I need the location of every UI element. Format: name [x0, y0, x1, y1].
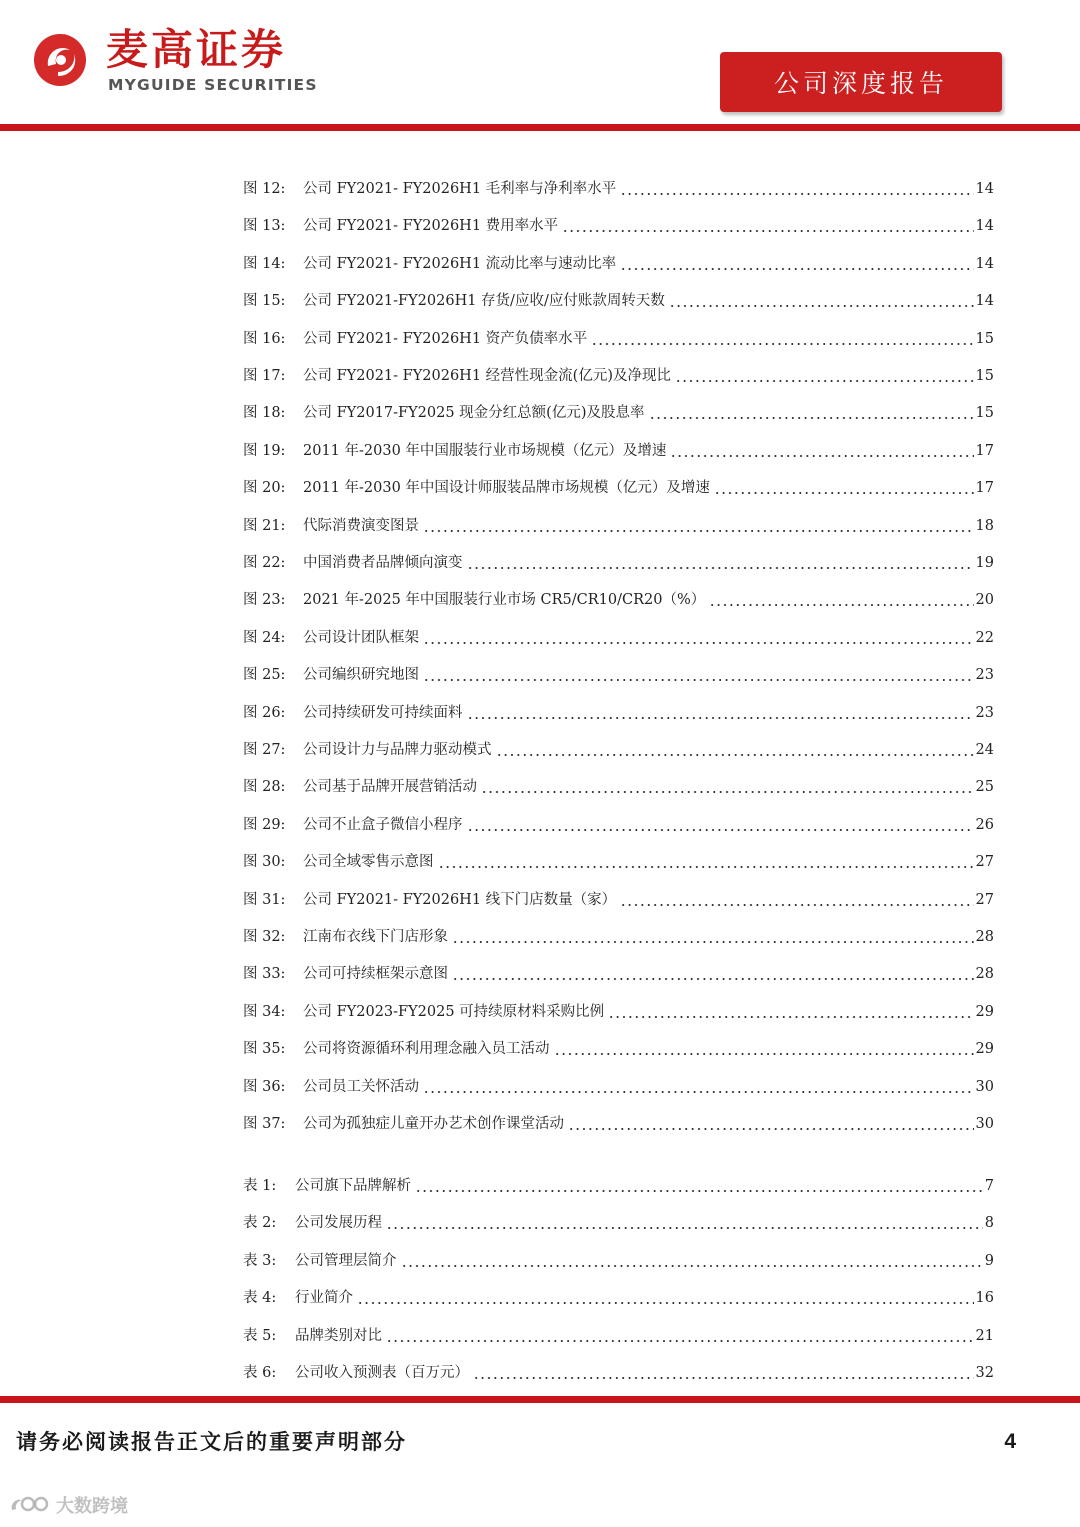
entry-page: 32	[975, 1365, 994, 1381]
entry-number: 图 36:	[243, 1078, 286, 1095]
entry-title: 公司发展历程	[295, 1215, 382, 1232]
figure-index-row[interactable]	[243, 588, 994, 612]
footer-divider	[0, 1396, 1080, 1403]
dot-leader	[423, 530, 974, 532]
dot-leader	[423, 1091, 974, 1093]
dot-leader	[467, 717, 974, 719]
entry-number: 图 34:	[243, 1003, 286, 1020]
entry-number: 图 33:	[243, 966, 286, 983]
entry-title: 公司将资源循环利用理念融入员工活动	[303, 1041, 550, 1058]
dot-leader	[675, 380, 974, 382]
entry-page: 15	[975, 330, 994, 347]
entry-number: 图 17:	[243, 368, 286, 384]
entry-page: 19	[975, 555, 994, 571]
entry-page: 14	[975, 218, 994, 235]
figure-index-row[interactable]	[243, 813, 994, 837]
entry-number: 图 15:	[243, 293, 286, 310]
dot-leader	[481, 791, 974, 793]
figure-index-row[interactable]	[243, 925, 994, 949]
entry-title: 公司 FY2023-FY2025 可持续原材料采购比例	[303, 1003, 605, 1020]
dot-leader	[467, 567, 974, 569]
figure-index-row[interactable]	[243, 177, 994, 201]
figure-index-row[interactable]	[243, 214, 994, 238]
entry-page: 15	[975, 405, 994, 422]
figure-index-row[interactable]	[243, 1037, 994, 1061]
entry-number: 图 27:	[243, 742, 286, 758]
entry-title: 行业简介	[295, 1290, 353, 1307]
figure-index-row[interactable]	[243, 1000, 994, 1024]
entry-number: 图 32:	[243, 929, 286, 945]
entry-title: 公司 FY2021- FY2026H1 经营性现金流(亿元)及净现比	[303, 368, 671, 384]
entry-page: 17	[975, 442, 994, 459]
dot-leader	[423, 642, 974, 644]
entry-title: 中国消费者品牌倾向演变	[303, 555, 463, 571]
entry-page: 28	[975, 929, 994, 945]
entry-number: 图 23:	[243, 592, 286, 609]
entry-number: 图 25:	[243, 667, 286, 684]
dot-leader	[714, 492, 974, 494]
figure-index-row[interactable]	[243, 888, 994, 912]
entry-page: 23	[975, 667, 994, 684]
entry-page: 8	[984, 1215, 994, 1232]
entry-number: 表 6:	[243, 1365, 277, 1381]
dot-leader	[357, 1302, 974, 1304]
entry-page: 29	[975, 1003, 994, 1020]
figure-index-row[interactable]	[243, 514, 994, 538]
dot-leader	[554, 1053, 974, 1055]
entry-title: 公司设计团队框架	[303, 629, 419, 646]
dot-leader	[415, 1190, 983, 1192]
entry-title: 公司基于品牌开展营销活动	[303, 779, 477, 796]
entry-number: 图 14:	[243, 255, 286, 272]
entry-page: 27	[975, 854, 994, 871]
page-number: 4	[1004, 1430, 1016, 1453]
entry-title: 公司 FY2021- FY2026H1 资产负债率水平	[303, 330, 588, 347]
entry-title: 品牌类别对比	[295, 1327, 382, 1344]
entry-number: 图 22:	[243, 555, 286, 571]
dot-leader	[649, 417, 974, 419]
dot-leader	[620, 193, 973, 195]
dot-leader	[620, 904, 973, 906]
entry-page: 20	[975, 592, 994, 609]
entry-number: 图 24:	[243, 629, 286, 646]
entry-title: 公司员工关怀活动	[303, 1078, 419, 1095]
entry-page: 14	[975, 255, 994, 272]
figure-index-row[interactable]	[243, 1075, 994, 1099]
figure-index-row[interactable]	[243, 775, 994, 799]
entry-page: 29	[975, 1041, 994, 1058]
entry-number: 表 1:	[243, 1178, 277, 1194]
entry-title: 公司管理层简介	[295, 1252, 397, 1269]
entry-title: 公司设计力与品牌力驱动模式	[303, 742, 492, 758]
entry-title: 2011 年-2030 年中国服装行业市场规模（亿元）及增速	[303, 442, 667, 459]
dot-leader	[562, 230, 973, 232]
entry-page: 25	[975, 779, 994, 796]
entry-page: 26	[975, 816, 994, 833]
header-divider	[0, 124, 1080, 131]
dot-leader	[386, 1340, 974, 1342]
entry-title: 公司旗下品牌解析	[295, 1178, 411, 1194]
entry-title: 公司收入预测表（百万元）	[295, 1365, 469, 1381]
watermark-text: 大数跨境	[56, 1496, 128, 1517]
entry-page: 30	[975, 1116, 994, 1132]
entry-title: 公司 FY2021- FY2026H1 流动比率与速动比率	[303, 255, 617, 272]
entry-page: 16	[975, 1290, 994, 1307]
page-header	[0, 0, 1080, 132]
watermark-logo-icon	[8, 1494, 52, 1516]
entry-page: 17	[975, 480, 994, 497]
entry-page: 30	[975, 1078, 994, 1095]
entry-number: 图 28:	[243, 779, 286, 796]
brand-name-cn: 麦高证券	[106, 25, 287, 74]
entry-page: 22	[975, 629, 994, 646]
entry-page: 21	[975, 1327, 994, 1344]
figure-index-row[interactable]	[243, 252, 994, 276]
figure-index-row[interactable]	[243, 364, 994, 388]
entry-number: 图 18:	[243, 405, 286, 422]
dot-leader	[467, 829, 974, 831]
entry-number: 图 20:	[243, 480, 286, 497]
entry-page: 14	[975, 293, 994, 310]
entry-title: 公司 FY2017-FY2025 现金分红总额(亿元)及股息率	[303, 405, 645, 422]
entry-title: 公司 FY2021- FY2026H1 毛利率与净利率水平	[303, 181, 617, 197]
footer-disclaimer: 请务必阅读报告正文后的重要声明部分	[16, 1429, 407, 1454]
entry-number: 图 26:	[243, 704, 286, 721]
entry-title: 公司可持续框架示意图	[303, 966, 448, 983]
entry-number: 图 37:	[243, 1116, 286, 1132]
entry-page: 23	[975, 704, 994, 721]
dot-leader	[423, 679, 974, 681]
table-index-row[interactable]	[243, 1361, 994, 1385]
figure-index-row[interactable]	[243, 962, 994, 986]
figure-index-row[interactable]	[243, 738, 994, 762]
entry-title: 江南布衣线下门店形象	[303, 929, 448, 945]
entry-title: 公司 FY2021- FY2026H1 费用率水平	[303, 218, 559, 235]
table-index-row[interactable]	[243, 1249, 994, 1273]
entry-number: 图 16:	[243, 330, 286, 347]
dot-leader	[452, 978, 974, 980]
entry-page: 28	[975, 966, 994, 983]
entry-number: 图 19:	[243, 442, 286, 459]
dot-leader	[496, 754, 974, 756]
figure-index-row[interactable]	[243, 476, 994, 500]
entry-title: 代际消费演变图景	[303, 517, 419, 534]
figure-index-row[interactable]	[243, 1112, 994, 1136]
entry-number: 图 29:	[243, 816, 286, 833]
dot-leader	[473, 1377, 974, 1379]
entry-page: 18	[975, 517, 994, 534]
entry-title: 公司全域零售示意图	[303, 854, 434, 871]
entry-title: 2021 年-2025 年中国服装行业市场 CR5/CR10/CR20（%）	[303, 592, 706, 609]
dot-leader	[452, 941, 974, 943]
entry-page: 7	[984, 1178, 994, 1194]
entry-title: 公司持续研发可持续面料	[303, 704, 463, 721]
entry-number: 图 12:	[243, 181, 286, 197]
figure-index-row[interactable]	[243, 701, 994, 725]
dot-leader	[591, 343, 973, 345]
entry-title: 2011 年-2030 年中国设计师服装品牌市场规模（亿元）及增速	[303, 480, 710, 497]
myguide-logo-icon	[28, 26, 92, 90]
watermark	[8, 1492, 128, 1518]
entry-number: 图 30:	[243, 854, 286, 871]
entry-number: 图 13:	[243, 218, 286, 235]
table-index-row[interactable]	[243, 1211, 994, 1235]
table-index-row[interactable]	[243, 1286, 994, 1310]
dot-leader	[709, 604, 973, 606]
entry-page: 15	[975, 368, 994, 384]
entry-number: 表 5:	[243, 1327, 277, 1344]
entry-page: 24	[975, 742, 994, 758]
entry-page: 27	[975, 891, 994, 908]
figure-index-row[interactable]	[243, 850, 994, 874]
entry-title: 公司 FY2021- FY2026H1 线下门店数量（家）	[303, 891, 617, 908]
dot-leader	[620, 268, 973, 270]
entry-page: 14	[975, 181, 994, 197]
brand-name-en: MYGUIDE SECURITIES	[108, 76, 318, 94]
figure-index-row[interactable]	[243, 289, 994, 313]
figure-index-row[interactable]	[243, 439, 994, 463]
figure-index-row[interactable]	[243, 401, 994, 425]
figure-index-row[interactable]	[243, 327, 994, 351]
entry-title: 公司为孤独症儿童开办艺术创作课堂活动	[303, 1116, 564, 1132]
dot-leader	[568, 1128, 974, 1130]
figure-index-row[interactable]	[243, 663, 994, 687]
dot-leader	[670, 455, 973, 457]
table-index-row[interactable]	[243, 1324, 994, 1348]
dot-leader	[401, 1265, 983, 1267]
report-type-label: 公司深度报告	[720, 52, 1002, 112]
table-index-row[interactable]	[243, 1174, 994, 1198]
entry-title: 公司不止盒子微信小程序	[303, 816, 463, 833]
dot-leader	[386, 1227, 983, 1229]
dot-leader	[608, 1016, 973, 1018]
entry-number: 表 3:	[243, 1252, 277, 1269]
entry-page: 9	[984, 1252, 994, 1269]
figure-index-row[interactable]	[243, 626, 994, 650]
entry-title: 公司 FY2021-FY2026H1 存货/应收/应付账款周转天数	[303, 293, 665, 310]
entry-number: 图 21:	[243, 517, 286, 534]
entry-number: 图 35:	[243, 1041, 286, 1058]
entry-number: 表 4:	[243, 1290, 277, 1307]
entry-number: 图 31:	[243, 891, 286, 908]
figure-index-row[interactable]	[243, 551, 994, 575]
entry-title: 公司编织研究地图	[303, 667, 419, 684]
dot-leader	[438, 866, 974, 868]
dot-leader	[669, 305, 974, 307]
entry-number: 表 2:	[243, 1215, 277, 1232]
